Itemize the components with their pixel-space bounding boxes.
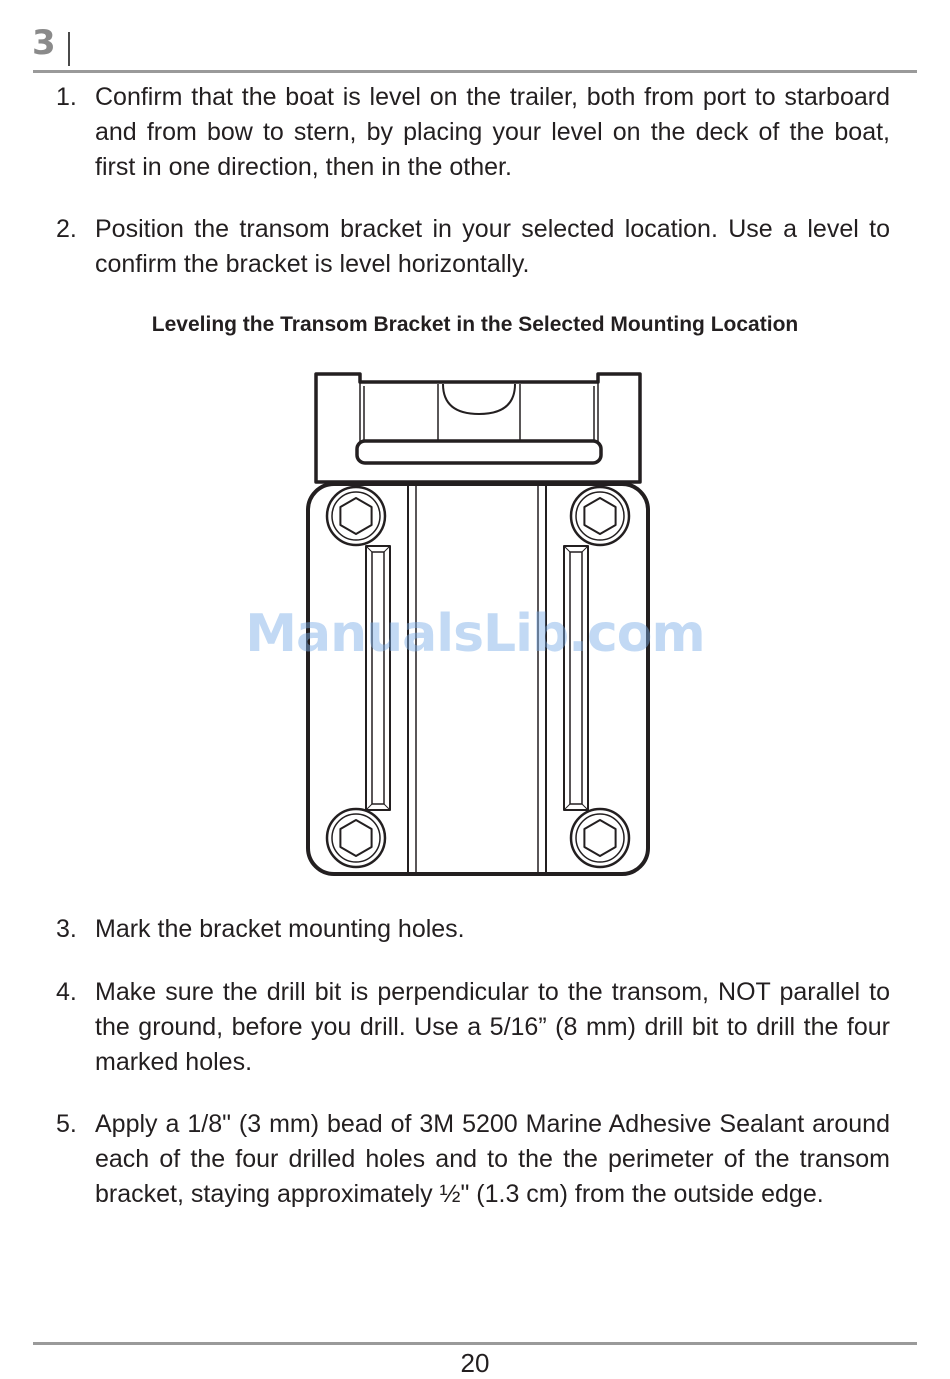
page-number: 20: [460, 1348, 490, 1378]
step-text: Apply a 1/8" (3 mm) bead of 3M 5200 Marine Adhesive Sealant around each of the four drilled holes and to the the perimeter of the transom bracket, staying approximately ½" (1.3 cm) from the outside edge.: [95, 1110, 890, 1208]
step-1: [56, 80, 890, 185]
step-number: 3.: [56, 915, 77, 943]
bolt-top-right: [571, 487, 629, 545]
step-3: [56, 912, 890, 947]
step-number: 2.: [56, 215, 77, 243]
step-text: Confirm that the boat is level on the trailer, both from port to starboard and from bow to stern, by placing your level on the deck of the boat, first in one direction, then in the other.: [95, 83, 890, 181]
bolt-top-left: [327, 487, 385, 545]
step-text: Position the transom bracket in your selected location. Use a level to confirm the bracket is level horizontally.: [95, 215, 890, 278]
step-number: 1.: [56, 83, 77, 111]
watermark: ManualsLib.com: [245, 604, 705, 664]
step-5: [56, 1107, 890, 1212]
figure-caption: Leveling the Transom Bracket in the Selected Mounting Location: [151, 313, 799, 336]
level-tool: [316, 374, 640, 482]
transom-bracket: [308, 484, 648, 874]
bolt-bottom-left: [327, 809, 385, 867]
step-2: [56, 212, 890, 282]
step-text: Make sure the drill bit is perpendicular to the transom, NOT parallel to the ground, before you drill. Use a 5/16” (8 mm) drill bit to drill the four marked holes.: [95, 978, 890, 1076]
step-4: [56, 975, 890, 1080]
footer-rule: [33, 1342, 917, 1345]
header-divider: [68, 32, 70, 66]
header-rule: [33, 70, 917, 73]
bolt-bottom-right: [571, 809, 629, 867]
step-text: Mark the bracket mounting holes.: [95, 915, 465, 943]
chapter-number: 3: [32, 23, 56, 63]
step-number: 4.: [56, 978, 77, 1006]
step-number: 5.: [56, 1110, 77, 1138]
